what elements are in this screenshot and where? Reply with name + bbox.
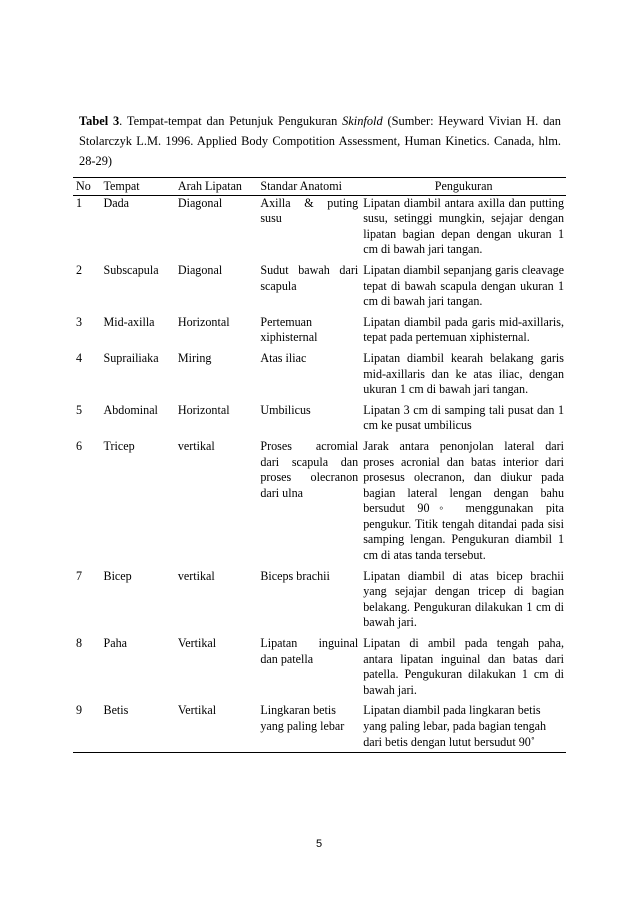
table-caption: [79, 111, 561, 171]
cell-arah: Miring: [177, 350, 212, 365]
cell-pengukuran: Lipatan diambil kearah belakang garis mid-axillaris dan ke atas iliac, dengan ukuran 1 cm di bawah jari tangan.: [363, 350, 564, 397]
cell-no: 5: [76, 402, 83, 417]
table-row: [73, 195, 566, 263]
cell-arah: Vertikal: [175, 703, 258, 752]
header-arah-lipatan: Arah Lipatan: [175, 178, 258, 196]
cell-arah: Horizontal: [177, 314, 230, 329]
cell-tempat: Abdominal: [103, 402, 158, 417]
table-row: [73, 636, 566, 703]
cell-pengukuran: Lipatan diambil sepanjang garis cleavage tepat di bawah scapula dengan ukuran 1 cm di bawah jari tangan.: [363, 262, 564, 309]
table-row: [73, 569, 566, 636]
cell-pengukuran: Lipatan diambil di atas bicep brachii yang sejajar dengan tricep di bagian belakang. Pengukuran dilakukan 1 cm di bawah jari.: [363, 568, 564, 630]
cell-arah: vertikal: [177, 438, 215, 453]
cell-standar: Biceps brachii: [260, 568, 330, 583]
table-row: [73, 439, 566, 569]
cell-tempat: Bicep: [103, 568, 132, 583]
table-row: [73, 315, 566, 351]
table-row: [73, 703, 566, 752]
cell-standar: Pertemuan xiphisternal: [260, 314, 318, 345]
cell-tempat: Paha: [103, 636, 128, 651]
cell-standar: Sudut bawah dari scapula: [260, 262, 359, 293]
header-tempat: Tempat: [101, 178, 175, 196]
cell-arah: vertikal: [177, 568, 215, 583]
cell-no: 6: [76, 438, 83, 453]
header-standar-anatomi: Standar Anatomi: [257, 178, 360, 196]
cell-no: 3: [76, 314, 83, 329]
cell-standar: Atas iliac: [260, 350, 307, 365]
cell-pengukuran: Lipatan diambil pada lingkaran betis yang paling lebar, pada bagian tengah dari betis dengan lutut bersudut 90˚: [360, 703, 566, 752]
caption-text-after: (Sumber: Heyward Vivian H. dan Stolarczyk L.M. 1996. Applied Body Compotition Assessment, Human Kinetics. Canada, hlm. 28-29): [79, 114, 561, 168]
table-header-row: [73, 178, 566, 196]
cell-no: 1: [76, 195, 83, 210]
cell-pengukuran: Lipatan diambil antara axilla dan putting susu, setinggi mungkin, sejajar dengan lipatan bagian depan dengan ukuran 1 cm di bawah jari tangan.: [363, 195, 564, 257]
header-no: No: [73, 178, 101, 196]
cell-arah: Diagonal: [177, 195, 223, 210]
cell-standar: Axilla & puting susu: [260, 195, 359, 226]
page-number: 5: [315, 838, 323, 850]
cell-arah: Vertikal: [177, 636, 217, 651]
cell-standar: Umbilicus: [260, 402, 311, 417]
cell-no: 2: [76, 262, 83, 277]
cell-tempat: Betis: [101, 703, 175, 752]
cell-no: 8: [76, 636, 83, 651]
caption-label: Tabel 3: [79, 114, 120, 128]
cell-tempat: Suprailiaka: [103, 350, 159, 365]
cell-pengukuran: Lipatan diambil pada garis mid-axillaris, tepat pada pertemuan xiphisternal.: [363, 314, 564, 345]
cell-tempat: Tricep: [103, 438, 135, 453]
skinfold-table: [73, 177, 566, 753]
cell-no: 4: [76, 350, 83, 365]
cell-tempat: Mid-axilla: [103, 314, 155, 329]
cell-pengukuran: Lipatan di ambil pada tengah paha, antara lipatan inguinal dan batas dari patella. Pengukuran dilakukan 1 cm di bawah jari.: [363, 636, 564, 697]
cell-no: 9: [73, 703, 101, 752]
table-row: [73, 263, 566, 315]
caption-italic: Skinfold: [342, 114, 383, 128]
cell-tempat: Dada: [103, 195, 130, 210]
cell-standar: Lingkaran betis yang paling lebar: [257, 703, 360, 752]
table-row: [73, 351, 566, 403]
cell-pengukuran: Jarak antara penonjolan lateral dari proses acronial dan batas interior dari prosesus olecranon, dan diukur pada bagian lateral lengan dengan bahu bersudut 90◦ menggunakan pita pengukur. Titik tengah ditandai pada sisi samping lengan. Pengukuran diambil 1 cm di atas tanda tersebut.: [363, 438, 564, 563]
cell-arah: Diagonal: [177, 262, 223, 277]
cell-no: 7: [76, 568, 83, 583]
table-row: [73, 403, 566, 439]
cell-arah: Horizontal: [177, 402, 230, 417]
header-pengukuran: Pengukuran: [360, 178, 566, 196]
caption-text-before: . Tempat-tempat dan Petunjuk Pengukuran: [119, 114, 343, 128]
cell-standar: Lipatan inguinal dan patella: [260, 636, 359, 666]
cell-standar: Proses acromial dari scapula dan proses olecranon dari ulna: [260, 438, 359, 500]
cell-tempat: Subscapula: [103, 262, 159, 277]
cell-pengukuran: Lipatan 3 cm di samping tali pusat dan 1 cm ke pusat umbilicus: [363, 402, 564, 433]
